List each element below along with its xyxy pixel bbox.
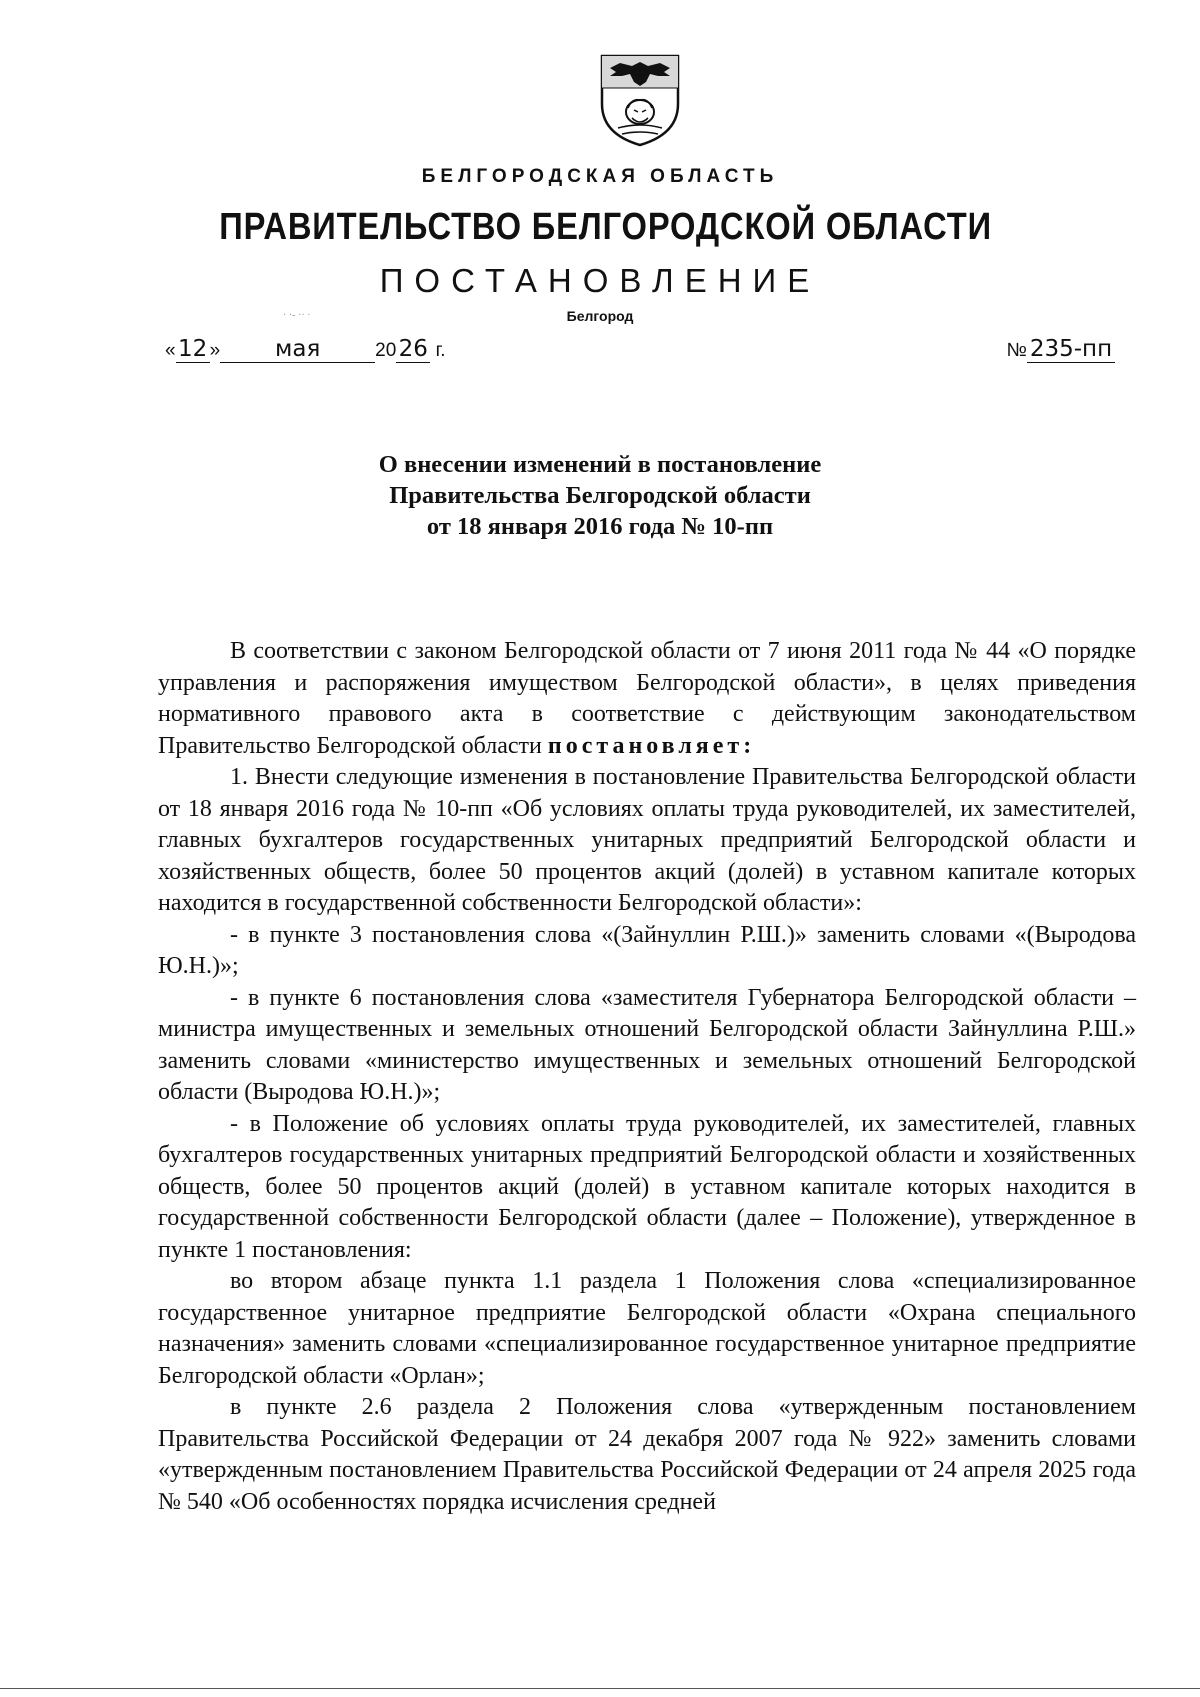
city-name: Белгород [566,308,634,324]
number-value: 235-пп [1027,336,1115,363]
date-line [165,336,445,363]
paragraph-amend-point-6: - в пункте 6 постановления слова «заместителя Губернатора Белгородской области – министра имущественных и земельных отношений Белгородской области Зайнуллина Р.Ш.» заменить словами «министерство имущественных и земельных отношений Белгородской области (Выродова Ю.Н.)»; [158,984,1136,1105]
number-sign: № [1006,340,1027,361]
coat-of-arms-emblem [598,52,682,148]
date-year-prefix: 20 [375,340,397,361]
date-open-quote: « [165,340,176,361]
paragraph-item-1: 1. Внести следующие изменения в постановление Правительства Белгородской области от 18 января 2016 года № 10-пп «Об условиях оплаты труда руководителей, их заместителей, главных бухгалтеров государственных унитарных предприятий Белгородской области и хозяйственных обществ, более 50 процентов акций (долей) в уставном капитале которых находится в государственной собственности Белгородской области»: [158,764,1136,916]
title-line-3: от 18 января 2016 года № 10-пп [426,513,774,540]
date-year-suffix: 26 [396,336,430,363]
document-number [1007,336,1115,363]
region-name: БЕЛГОРОДСКАЯ ОБЛАСТЬ [421,166,779,187]
document-body [158,636,1136,1518]
scan-edge-line [0,1688,1200,1689]
date-year-mark: г. [435,340,446,361]
government-name: ПРАВИТЕЛЬСТВО БЕЛГОРОДСКОЙ ОБЛАСТИ [219,206,992,248]
paragraph-preamble [158,636,1136,762]
date-close-quote: » [209,340,221,361]
preamble-text: В соответствии с законом Белгородской области от 7 июня 2011 года № 44 «О порядке управления и распоряжения имуществом Белгородской области», в целях приведения нормативного правового акта в соответствие с действующим законодательством Правительство Белгородской области [158,638,1136,759]
paragraph-amend-point-3: - в пункте 3 постановления слова «(Зайнуллин Р.Ш.)» заменить словами «(Выродова Ю.Н.)»; [158,921,1136,979]
resolves-word: постановляет: [547,732,756,759]
scan-speck: · ·- ·· · [283,310,311,321]
title-line-2: Правительства Белгородской области [389,482,811,509]
paragraph-amend-regulation: - в Положение об условиях оплаты труда руководителей, их заместителей, главных бухгалтеров государственных унитарных предприятий Белгородской области и хозяйственных обществ, более 50 процентов акций (долей) в уставном капитале которых находится в государственной собственности Белгородской области (далее – Положение), утвержденное в пункте 1 постановления: [158,1110,1136,1263]
document-type: ПОСТАНОВЛЕНИЕ [379,262,821,299]
date-day: 12 [176,336,210,363]
date-month: мая [220,336,375,363]
document-title [0,449,1200,542]
title-line-1: О внесении изменений в постановление [378,451,822,478]
paragraph-section-1: во втором абзаце пункта 1.1 раздела 1 Положения слова «специализированное государственное унитарное предприятие Белгородской области «Охрана специального назначения» заменить словами «специализированное государственное унитарное предприятие Белгородской области «Орлан»; [158,1268,1136,1389]
paragraph-section-2: в пункте 2.6 раздела 2 Положения слова «утвержденным постановлением Правительства Российской Федерации от 24 декабря 2007 года № 922» заменить словами «утвержденным постановлением Правительства Российской Федерации от 24 апреля 2025 года № 540 «Об особенностях порядка исчисления средней [158,1394,1136,1515]
